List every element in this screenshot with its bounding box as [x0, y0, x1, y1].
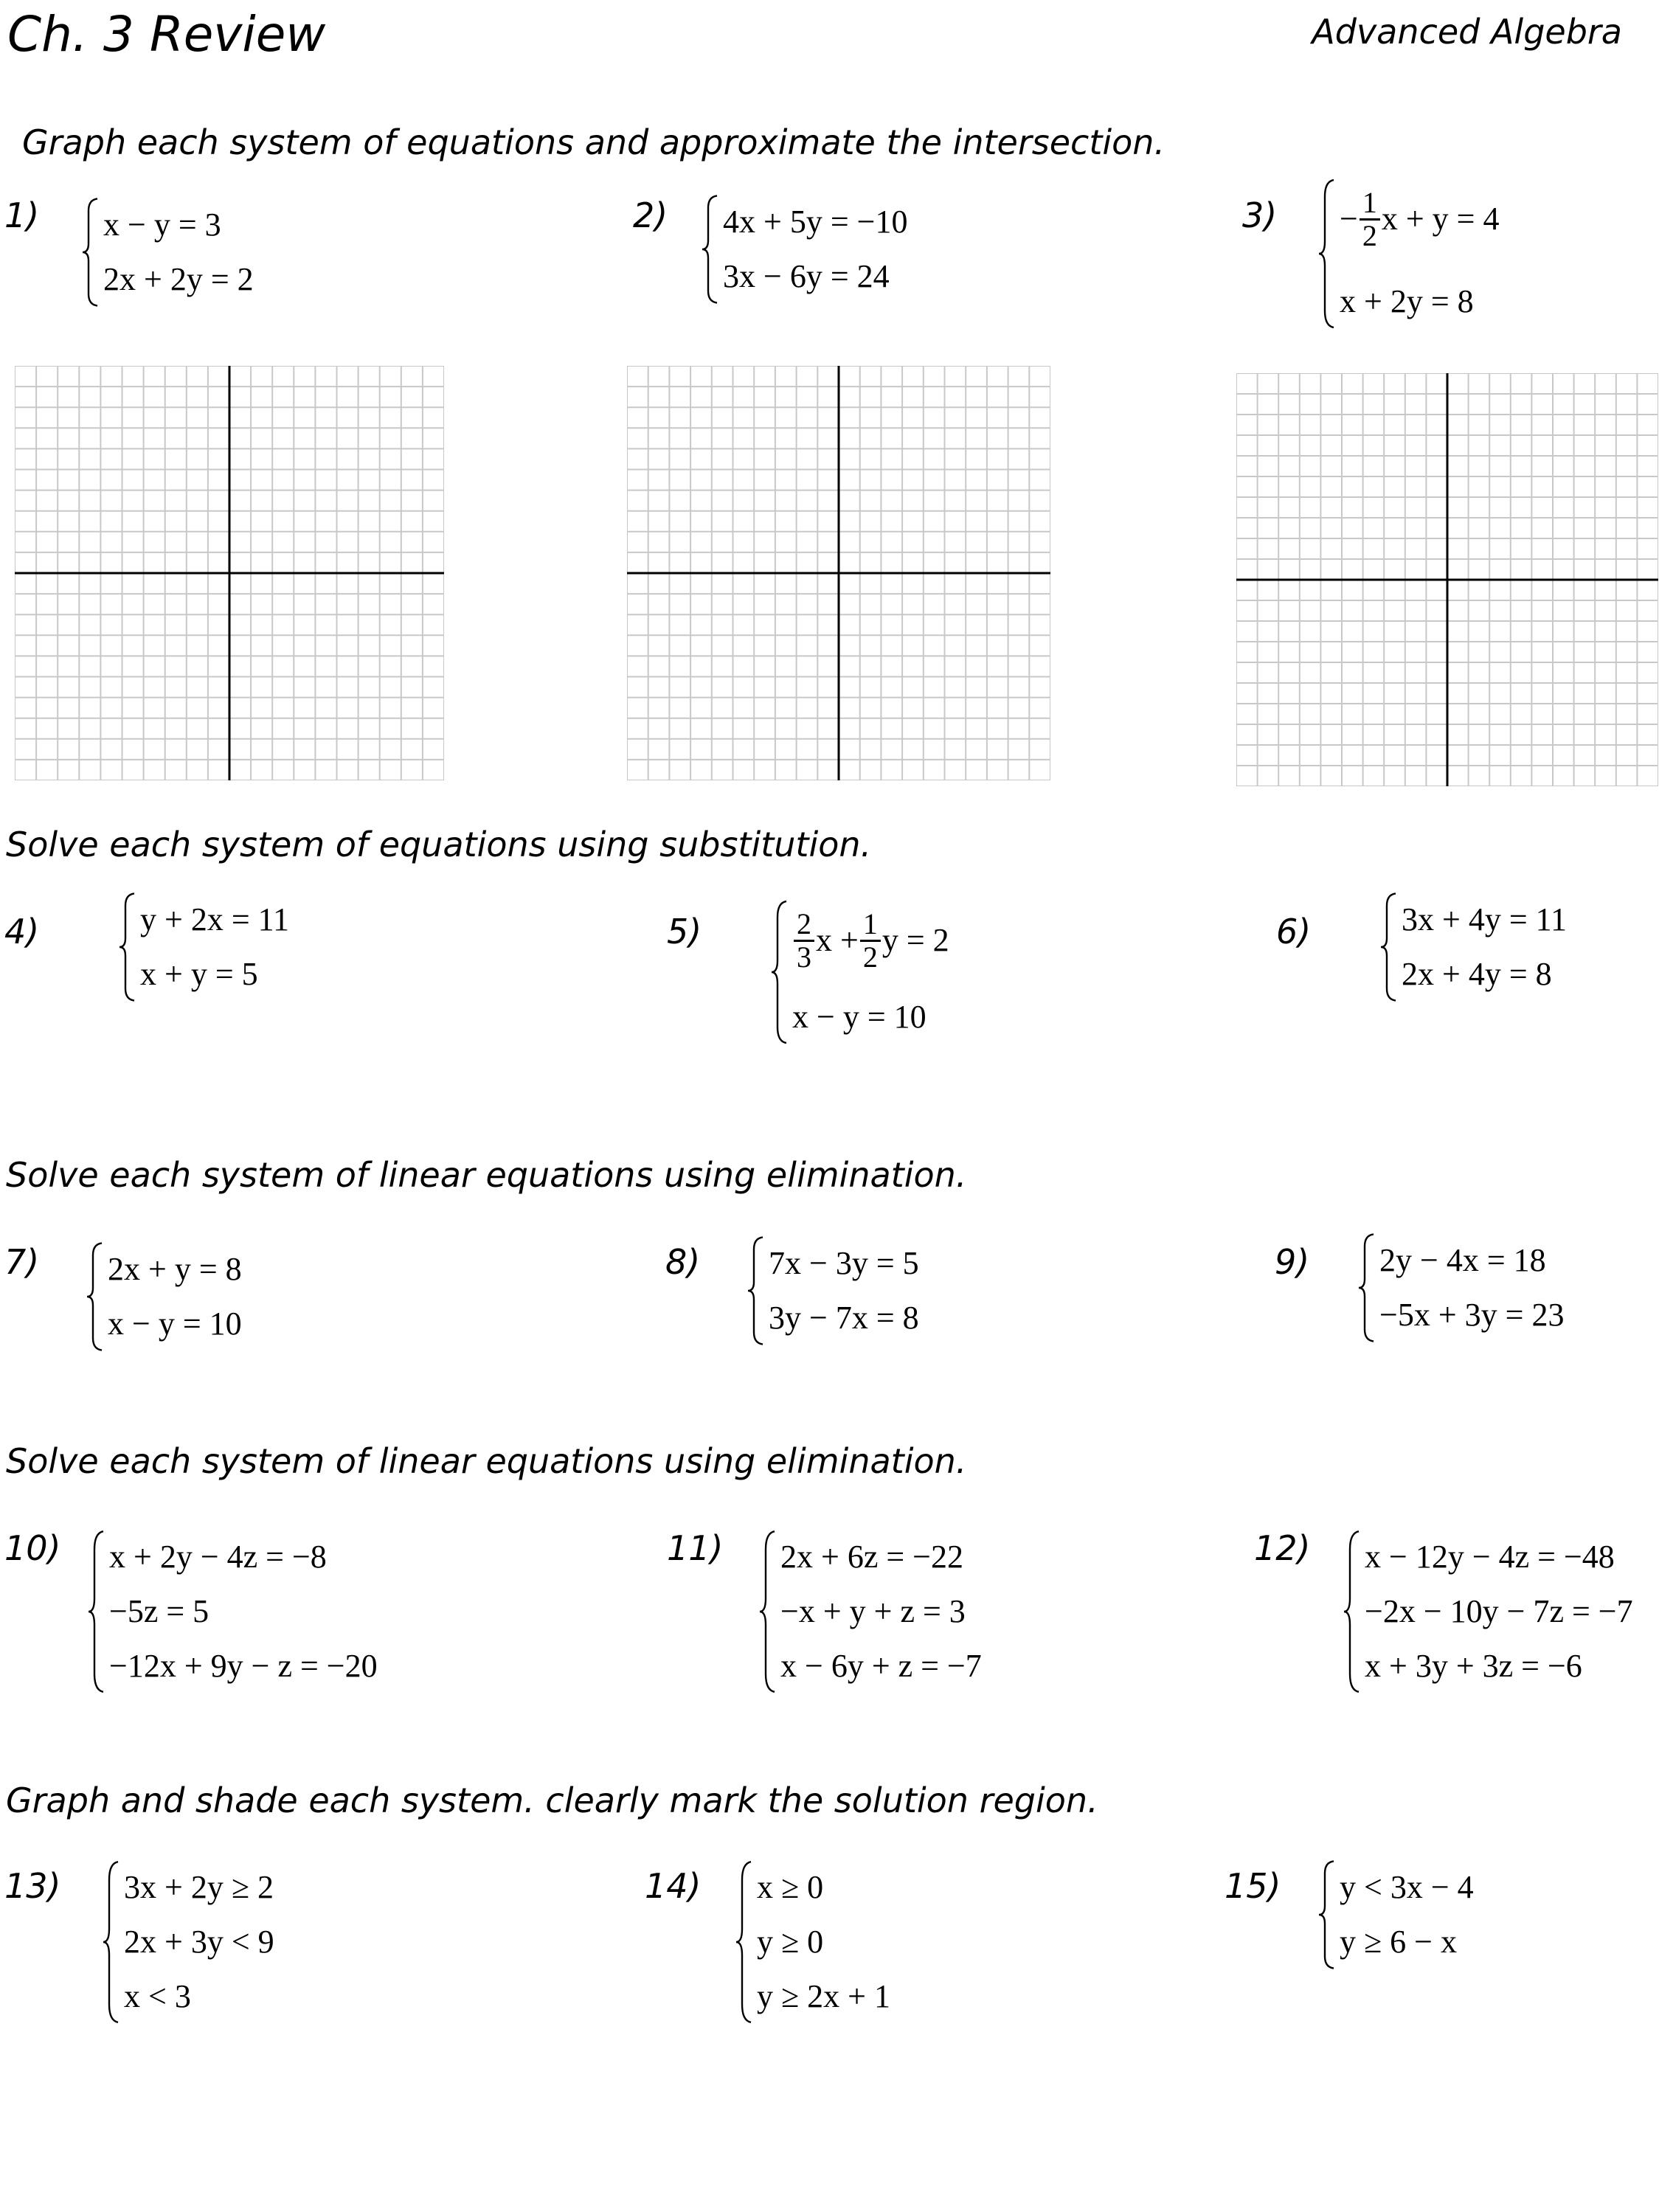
brace-icon	[87, 1530, 106, 1693]
coordinate-grid-2[interactable]	[627, 366, 1050, 780]
instruction-graph-shade: Graph and shade each system. clearly mark the solution region.	[6, 1781, 1098, 1820]
problem-4-system	[118, 892, 289, 1002]
coordinate-grid-1[interactable]	[15, 366, 444, 780]
fraction-numerator: 1	[860, 909, 881, 942]
inequality: y ≥ 0	[757, 1924, 824, 1960]
equation: x − 6y + z = −7	[780, 1648, 982, 1684]
inequality: y < 3x − 4	[1340, 1869, 1474, 1905]
brace-icon	[1357, 1233, 1376, 1342]
problem-number: 3)	[1242, 195, 1278, 235]
problem-15-system	[1317, 1860, 1474, 1969]
equation: −12x + 9y − z = −20	[109, 1648, 378, 1684]
brace-icon	[86, 1242, 105, 1351]
equation: 7x − 3y = 5	[769, 1245, 919, 1281]
problem-11-system	[758, 1530, 982, 1693]
equation: −5x + 3y = 23	[1379, 1297, 1565, 1333]
course-name: Advanced Algebra	[1312, 12, 1622, 52]
problem-1-system	[81, 198, 254, 307]
equation-rest: x + y = 4	[1381, 201, 1500, 237]
equation: x − 12y − 4z = −48	[1365, 1539, 1615, 1575]
equation	[792, 900, 949, 981]
problem-2-system	[701, 195, 907, 304]
problem-number: 9)	[1275, 1242, 1310, 1282]
equation: x − y = 10	[108, 1306, 242, 1342]
brace-icon	[1343, 1530, 1362, 1693]
equation: x + y = 5	[140, 956, 258, 992]
problem-8-system	[747, 1236, 919, 1345]
brace-icon	[1379, 892, 1399, 1002]
problem-number: 15)	[1225, 1866, 1281, 1906]
brace-icon	[81, 198, 100, 307]
fraction-denominator: 2	[862, 940, 878, 974]
fraction-numerator: 1	[1360, 187, 1380, 221]
problem-number: 11)	[667, 1528, 724, 1568]
instruction-substitution: Solve each system of equations using substitution.	[6, 825, 872, 864]
fraction-denominator: 2	[1362, 218, 1377, 252]
inequality: 2x + 3y < 9	[124, 1924, 274, 1960]
inequality: 3x + 2y ≥ 2	[124, 1869, 274, 1905]
equation: −2x − 10y − 7z = −7	[1365, 1593, 1633, 1629]
equation: x + 2y − 4z = −8	[109, 1539, 327, 1575]
page-title: Ch. 3 Review	[7, 6, 326, 63]
equation: 4x + 5y = −10	[723, 204, 908, 240]
equation: 3x − 6y = 24	[723, 258, 890, 294]
problem-number: 13)	[4, 1866, 61, 1906]
equation: −5z = 5	[109, 1593, 209, 1629]
problem-10-system	[87, 1530, 378, 1693]
fraction-denominator: 3	[797, 940, 811, 974]
problem-number: 8)	[665, 1242, 701, 1282]
problem-3-system	[1317, 178, 1499, 329]
equation: 2x + 4y = 8	[1402, 956, 1552, 992]
problem-5-system	[770, 900, 949, 1044]
problem-number: 2)	[633, 195, 668, 235]
brace-icon	[102, 1860, 121, 2024]
equation: 2x + y = 8	[108, 1251, 242, 1287]
problem-number: 12)	[1254, 1528, 1311, 1568]
equation: 3y − 7x = 8	[769, 1300, 919, 1336]
problem-number: 5)	[667, 912, 702, 951]
inequality: x < 3	[124, 1978, 191, 2014]
equation: 2y − 4x = 18	[1379, 1242, 1546, 1278]
brace-icon	[747, 1236, 766, 1345]
inequality: y ≥ 2x + 1	[757, 1978, 890, 2014]
problem-9-system	[1357, 1233, 1564, 1342]
instruction-elimination-3var: Solve each system of linear equations using elimination.	[6, 1441, 967, 1481]
equation: 2x + 6z = −22	[780, 1539, 963, 1575]
equation: 2x + 2y = 2	[103, 261, 254, 297]
equation: x − y = 3	[103, 207, 221, 243]
equation: y + 2x = 11	[140, 901, 289, 937]
equation: x − y = 10	[792, 999, 927, 1035]
problem-number: 4)	[4, 912, 40, 951]
brace-icon	[1317, 1860, 1337, 1969]
problem-number: 7)	[4, 1242, 40, 1282]
problem-13-system	[102, 1860, 274, 2024]
brace-icon	[1317, 178, 1337, 329]
brace-icon	[770, 900, 789, 1044]
equation: x + 3y + 3z = −6	[1365, 1648, 1582, 1684]
brace-icon	[758, 1530, 777, 1693]
equation-middle: x +	[816, 922, 859, 958]
problem-number: 1)	[4, 195, 40, 235]
equation	[1340, 178, 1499, 260]
problem-12-system	[1343, 1530, 1633, 1693]
fraction-numerator: 2	[794, 909, 814, 942]
problem-number: 6)	[1276, 912, 1312, 951]
equation: 3x + 4y = 11	[1402, 901, 1567, 937]
equation: x + 2y = 8	[1340, 283, 1474, 319]
instruction-graph-systems: Graph each system of equations and approximate the intersection.	[22, 122, 1166, 162]
brace-icon	[118, 892, 137, 1002]
brace-icon	[701, 195, 720, 304]
instruction-elimination: Solve each system of linear equations using elimination.	[6, 1155, 967, 1195]
inequality: y ≥ 6 − x	[1340, 1924, 1457, 1960]
coordinate-grid-3[interactable]	[1236, 373, 1658, 786]
minus-sign: −	[1340, 201, 1358, 237]
problem-7-system	[86, 1242, 242, 1351]
equation-rest: y = 2	[882, 922, 949, 958]
problem-14-system	[735, 1860, 890, 2024]
problem-6-system	[1379, 892, 1567, 1002]
equation: −x + y + z = 3	[780, 1593, 966, 1629]
brace-icon	[735, 1860, 754, 2024]
inequality: x ≥ 0	[757, 1869, 824, 1905]
problem-number: 14)	[645, 1866, 702, 1906]
problem-number: 10)	[4, 1528, 61, 1568]
